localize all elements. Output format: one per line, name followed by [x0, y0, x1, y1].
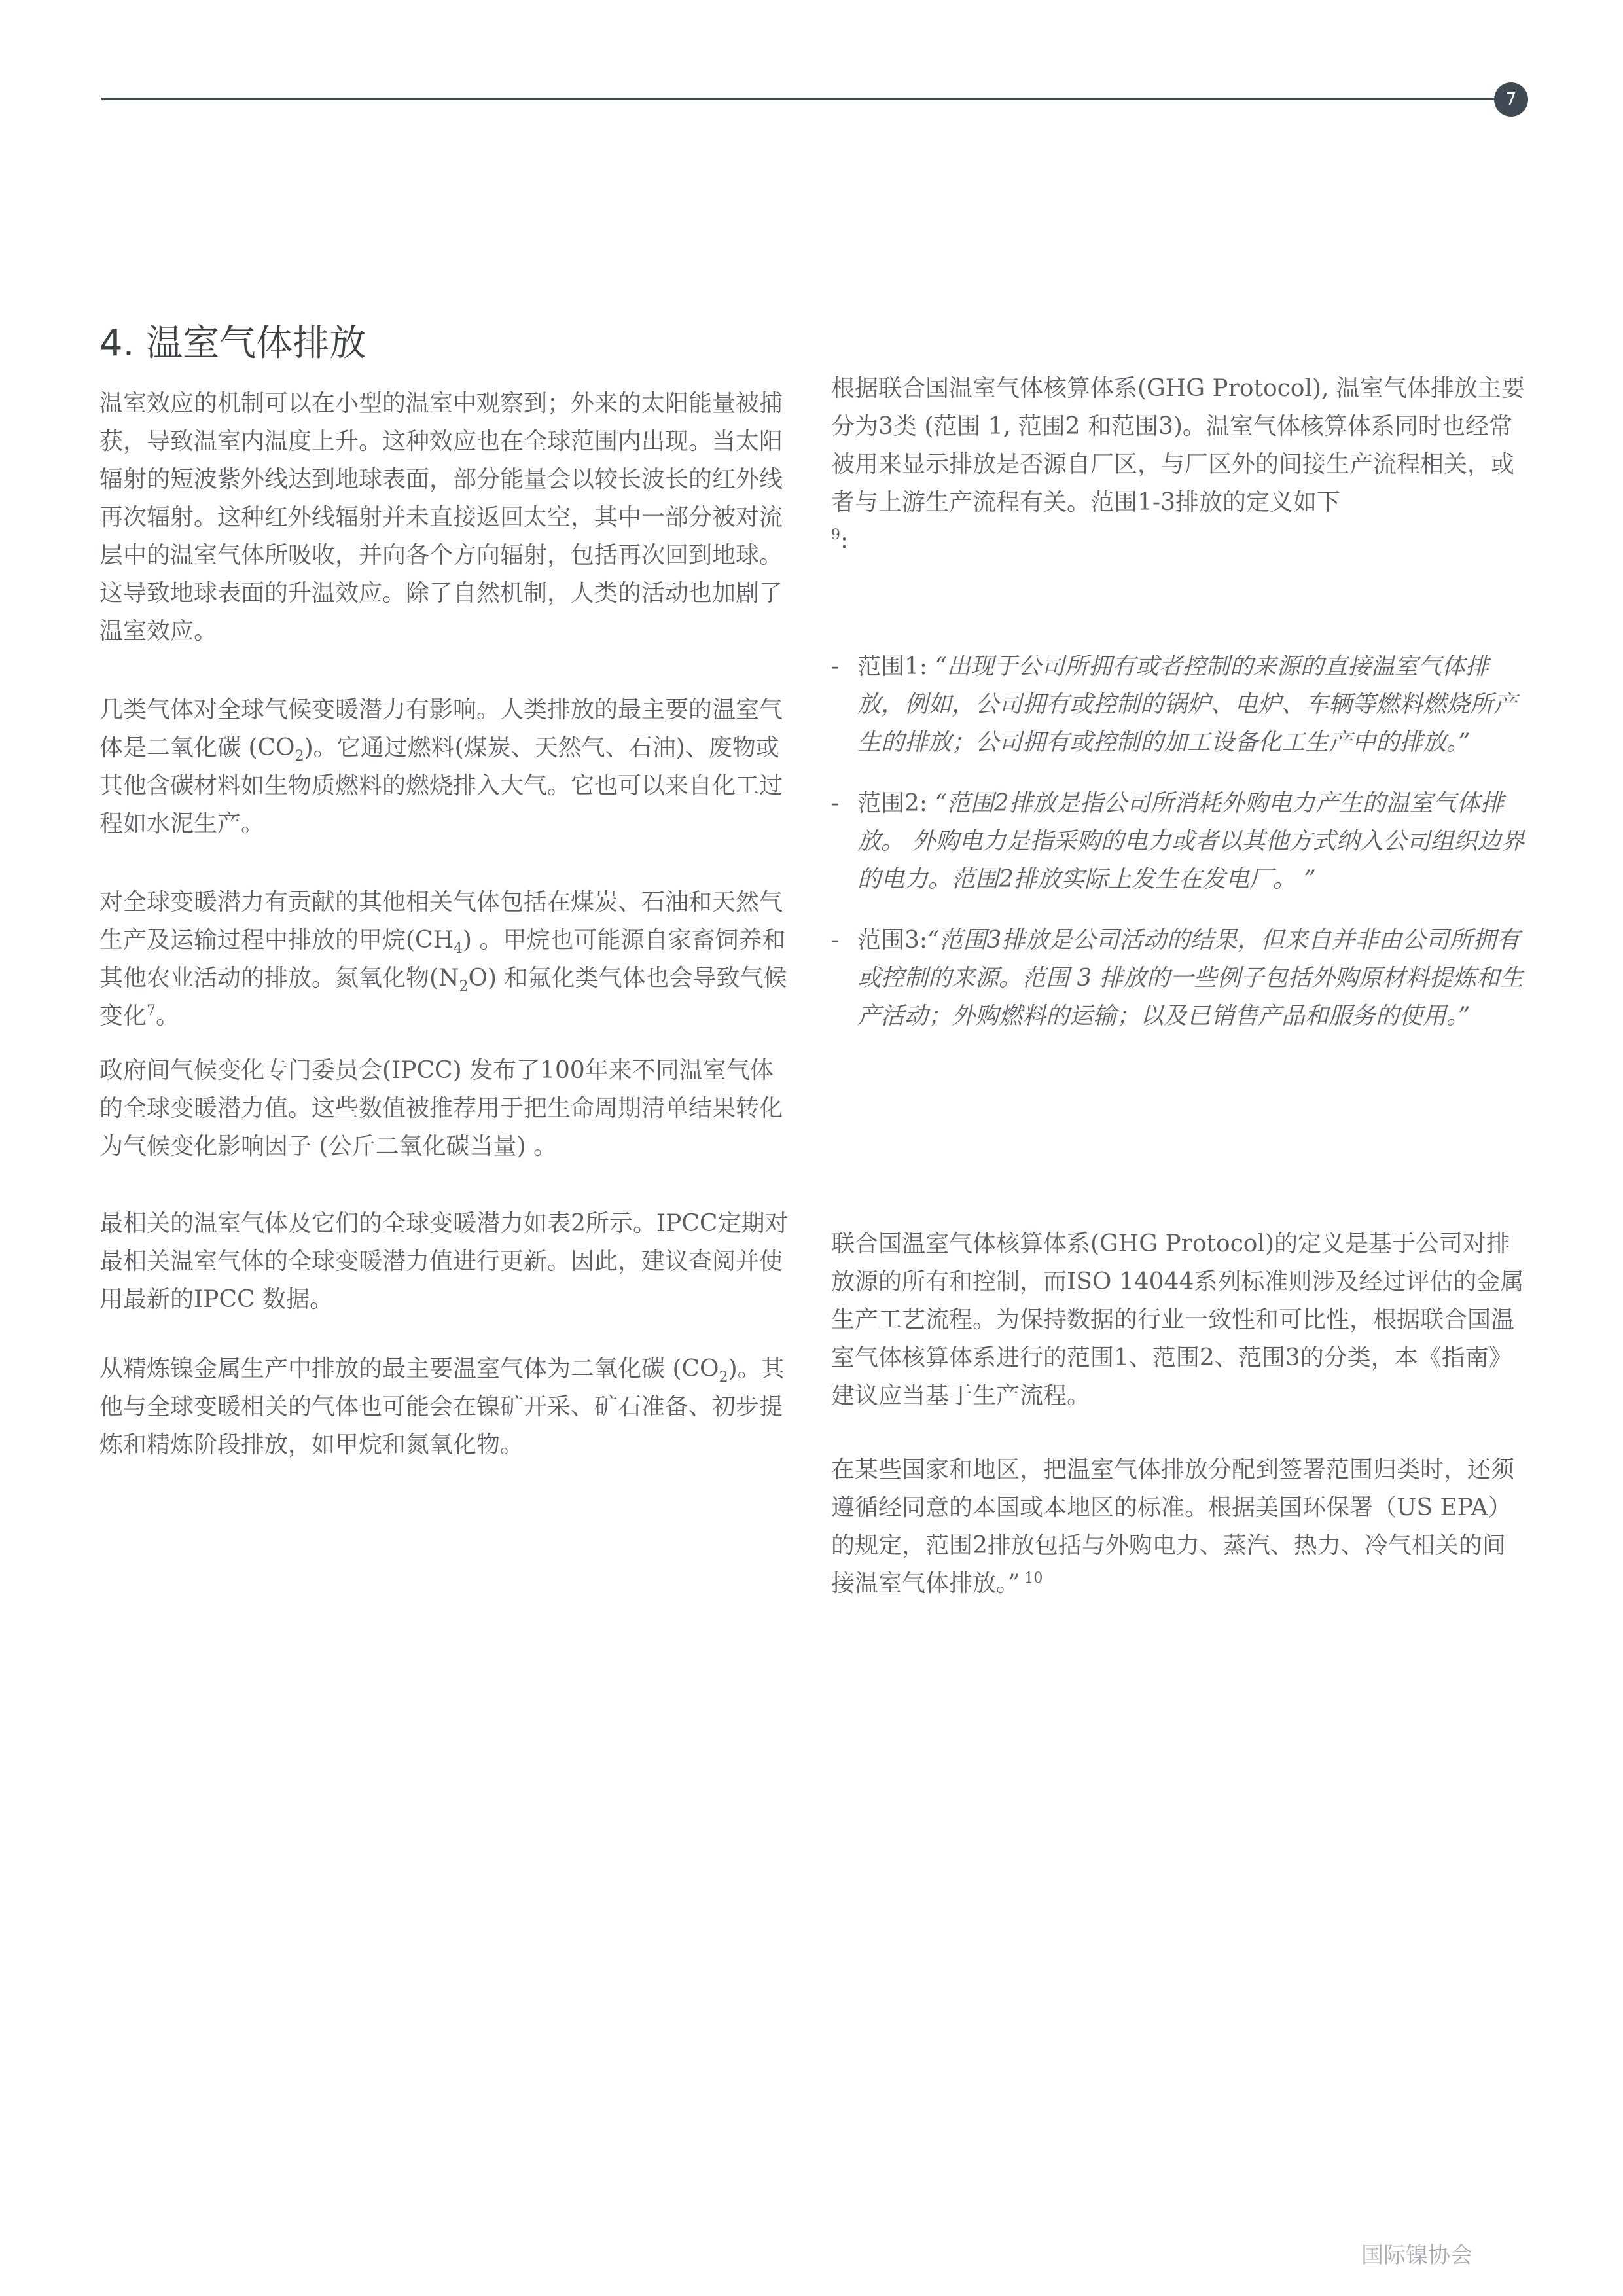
list-dash: -	[831, 927, 840, 954]
footnote-ref-7[interactable]: 7	[147, 1003, 156, 1019]
paragraph-ghg-protocol-intro: 根据联合国温室气体核算体系(GHG Protocol), 温室气体排放主要分为3类 (范围 1, 范围2 和范围3)。温室气体核算体系同时也经常被用来显示排放是否源自厂区，与厂区外的间接生产流程相关，或者与上游生产流程有关。范围1-3排放的定义如下 $^9$:	[831, 375, 1525, 554]
paragraph-nickel-emissions: 从精炼镍金属生产中排放的最主要温室气体为二氧化碳 $(CO_2)$。其他与全球变暖相关的气体也可能会在镍矿开采、矿石准备、初步提炼和精炼阶段排放，如甲烷和氮氧化物。	[99, 1355, 785, 1458]
scope-label: 范围3:	[857, 927, 928, 954]
footnote-ref-10[interactable]: 10	[1020, 1570, 1043, 1587]
paragraph-us-epa: 在某些国家和地区，把温室气体排放分配到签署范围归类时，还须遵循经同意的本国或本地区的标准。根据美国环保署（US EPA）的规定，范围2排放包括与外购电力、蒸汽、热力、冷气相关的间接温室气体排放。” $^{10}$	[831, 1456, 1515, 1597]
footnote-ref-9[interactable]: 9	[831, 527, 840, 543]
paragraph-ghg-iso: 联合国温室气体核算体系(GHG Protocol)的定义是基于公司对排放源的所有和控制，而ISO 14044系列标准则涉及经过评估的金属生产工艺流程。为保持数据的行业一致性和可比性，根据联合国温室气体核算体系进行的范围1、范围2、范围3的分类，本《指南》建议应当基于生产流程。	[831, 1230, 1524, 1409]
paragraph-gwp-table: 最相关的温室气体及它们的全球变暖潜力如表2所示。IPCC定期对最相关温室气体的全球变暖潜力值进行更新。因此，建议查阅并使用最新的IPCC 数据。	[99, 1210, 789, 1313]
paragraph-greenhouse-effect: 温室效应的机制可以在小型的温室中观察到；外来的太阳能量被捕获，导致温室内温度上升。这种效应也在全球范围内出现。当太阳辐射的短波紫外线达到地球表面，部分能量会以较长波长的红外线再次辐射。这种红外线辐射并未直接返回太空，其中一部分被对流层中的温室气体所吸收，并向各个方向辐射，包括再次回到地球。这导致地球表面的升温效应。除了自然机制，人类的活动也加剧了温室效应。	[99, 390, 783, 645]
page-number-badge: 7	[1494, 82, 1528, 117]
list-dash: -	[831, 653, 840, 680]
scope-definition: “出现于公司所拥有或者控制的来源的直接温室气体排放，例如，公司拥有或控制的锅炉、电炉、车辆等燃料燃烧所产生的排放；公司拥有或控制的加工设备化工生产中的排放。”	[857, 653, 1518, 756]
scope-list	[831, 648, 1525, 1035]
header-rule	[101, 98, 1495, 100]
scope-definition: “范围3排放是公司活动的结果，但来自并非由公司所拥有或控制的来源。范围 3 排放的一些例子包括外购原材料提炼和生产活动；外购燃料的运输；以及已销售产品和服务的使用。”	[857, 927, 1524, 1030]
scope-definition: “范围2排放是指公司所消耗外购电力产生的温室气体排放。 外购电力是指采购的电力或者以其他方式纳入公司组织边界的电力。范围2排放实际上发生在发电厂。 ”	[857, 790, 1525, 893]
right-column	[831, 370, 1525, 1603]
left-column	[99, 385, 793, 1464]
scope-item-1	[831, 648, 1525, 762]
scope-label: 范围1:	[857, 653, 935, 680]
list-dash: -	[831, 790, 840, 817]
paragraph-other-gases: 对全球变暖潜力有贡献的其他相关气体包括在煤炭、石油和天然气生产及运输过程中排放的甲烷$(CH_4)$ 。甲烷也可能源自家畜饲养和其他农业活动的排放。氮氧化物$(N_2O)$ 和氟化类气体也会导致气候变化$^7$。	[99, 889, 787, 1030]
scope-item-3	[831, 922, 1525, 1035]
footer-organization: 国际镍协会	[1361, 2242, 1472, 2269]
paragraph-co2: 几类气体对全球气候变暖潜力有影响。人类排放的最主要的温室气体是二氧化碳 $(CO_2)$。它通过燃料(煤炭、天然气、石油)、废物或其他含碳材料如生物质燃料的燃烧排入大气。它也可以来自化工过程如水泥生产。	[99, 696, 783, 837]
section-title: 4. 温室气体排放	[99, 322, 366, 365]
paragraph-ipcc: 政府间气候变化专门委员会(IPCC) 发布了100年来不同温室气体的全球变暖潜力值。这些数值被推荐用于把生命周期清单结果转化为气候变化影响因子 (公斤二氧化碳当量) 。	[99, 1057, 783, 1160]
scope-item-2	[831, 785, 1525, 899]
scope-label: 范围2:	[857, 790, 935, 817]
